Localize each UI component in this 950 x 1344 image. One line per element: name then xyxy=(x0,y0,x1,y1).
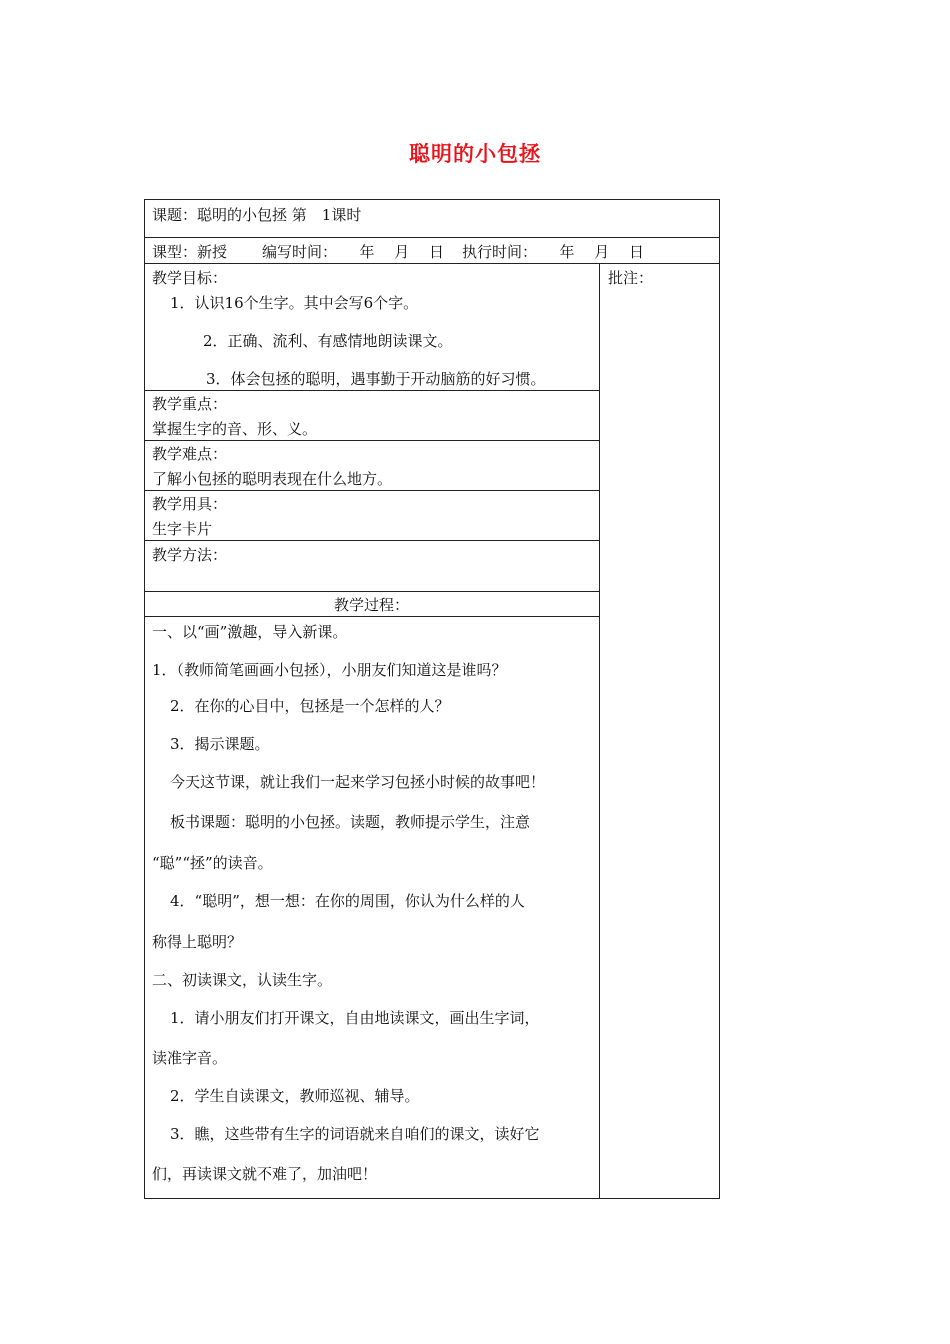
process-line: 二、初读课文，认读生字。 xyxy=(152,971,333,989)
process-line: 2．在你的心目中，包拯是一个怎样的人？ xyxy=(170,697,450,715)
row-divider xyxy=(144,540,599,541)
process-line: 读准字音。 xyxy=(152,1049,228,1067)
goal-item: 1．认识16个生字。其中会写6个字。 xyxy=(170,294,419,312)
process-line: “聪”“拯”的读音。 xyxy=(152,854,273,872)
process-line: 板书课题：聪明的小包拯。读题，教师提示学生，注意 xyxy=(170,813,531,831)
process-line: 一、以“画”激趣，导入新课。 xyxy=(152,623,348,641)
goal-item: 2．正确、流利、有感情地朗读课文。 xyxy=(203,332,453,350)
process-line: 1．（教师简笔画画小包拯），小朋友们知道这是谁吗？ xyxy=(152,661,507,679)
lesson-type: 课型：新授 xyxy=(152,243,228,261)
row-divider xyxy=(144,616,599,617)
process-line: 今天这节课，就让我们一起来学习包拯小时候的故事吧！ xyxy=(170,773,546,791)
goals-heading: 教学目标： xyxy=(152,269,228,287)
key-points-heading: 教学重点： xyxy=(152,395,228,413)
row-divider xyxy=(144,263,720,264)
row-divider xyxy=(144,237,720,238)
process-line: 2．学生自读课文，教师巡视、辅导。 xyxy=(170,1087,420,1105)
row-divider xyxy=(144,390,599,391)
execute-time: 执行时间： 年 月 日 xyxy=(462,243,645,261)
process-line: 称得上聪明？ xyxy=(152,933,243,951)
process-heading: 教学过程： xyxy=(333,596,409,614)
row-divider xyxy=(144,591,599,592)
difficulties-heading: 教学难点： xyxy=(152,445,228,463)
notes-label: 批注： xyxy=(608,269,654,287)
process-line: 3．揭示课题。 xyxy=(170,735,270,753)
lesson-title-cell: 课题：聪明的小包拯 第 1课时 xyxy=(152,206,362,224)
difficulties-text: 了解小包拯的聪明表现在什么地方。 xyxy=(152,470,393,488)
tools-heading: 教学用具： xyxy=(152,495,228,513)
process-line: 3．瞧，这些带有生字的词语就来自咱们的课文，读好它 xyxy=(170,1125,540,1143)
notes-column-divider xyxy=(599,263,600,1199)
process-line: 4．“聪明”，想一想：在你的周围，你认为什么样的人 xyxy=(170,892,525,910)
process-line: 1．请小朋友们打开课文，自由地读课文，画出生字词， xyxy=(170,1009,540,1027)
row-divider xyxy=(144,490,599,491)
compile-time: 编写时间： 年 月 日 xyxy=(262,243,445,261)
goal-item: 3．体会包拯的聪明，遇事勤于开动脑筋的好习惯。 xyxy=(206,370,546,388)
document-title: 聪明的小包拯 xyxy=(409,141,541,166)
key-points-text: 掌握生字的音、形、义。 xyxy=(152,420,318,438)
process-line: 们，再读课文就不难了，加油吧！ xyxy=(152,1165,378,1183)
tools-text: 生字卡片 xyxy=(152,520,213,538)
methods-heading: 教学方法： xyxy=(152,546,228,564)
row-divider xyxy=(144,440,599,441)
